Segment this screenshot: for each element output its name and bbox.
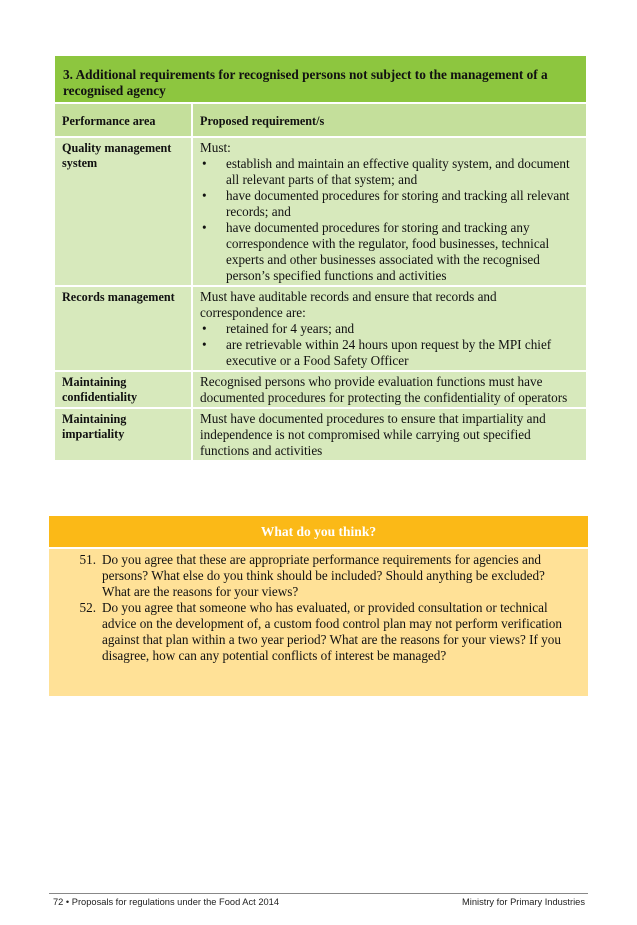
table-row <box>55 409 586 462</box>
bullet-icon: • <box>202 220 207 235</box>
table-row <box>55 287 586 372</box>
bullet-text: retained for 4 years; and <box>226 321 355 336</box>
bullet-icon: • <box>202 321 207 336</box>
performance-area-cell: Quality management system <box>55 138 193 285</box>
bullet-text: are retrievable within 24 hours upon request by the MPI chief executive or a Food Safety Officer <box>226 337 552 368</box>
performance-area-cell: Records management <box>55 287 193 370</box>
requirement-bullet <box>200 321 578 337</box>
requirement-cell <box>193 409 586 460</box>
performance-area-cell: Maintaining confidentiality <box>55 372 193 407</box>
requirement-bullet <box>200 337 578 369</box>
feedback-heading: What do you think? <box>49 516 588 549</box>
requirement-intro: Must have documented procedures to ensure that impartiality and independence is not compromised while carrying out specified functions and activities <box>200 411 546 458</box>
feedback-questions <box>49 549 588 696</box>
bullet-icon: • <box>202 156 207 171</box>
performance-area-cell: Maintaining impartiality <box>55 409 193 460</box>
footer-divider <box>49 893 588 894</box>
requirement-bullet <box>200 220 578 284</box>
requirement-bullet <box>200 156 578 188</box>
table-header-row <box>55 104 586 138</box>
requirement-cell <box>193 372 586 407</box>
header-proposed-requirements: Proposed requirement/s <box>200 114 325 128</box>
question-item <box>49 552 588 600</box>
question-number: 52. <box>79 600 96 615</box>
requirement-intro: Must: <box>200 140 231 155</box>
requirement-intro: Recognised persons who provide evaluation functions must have documented procedures for protecting the confidentiality of operators <box>200 374 568 405</box>
header-performance-area: Performance area <box>55 104 193 136</box>
question-item <box>49 600 588 664</box>
bullet-text: have documented procedures for storing and tracking all relevant records; and <box>226 188 570 219</box>
bullet-icon: • <box>202 188 207 203</box>
requirement-cell <box>193 138 586 285</box>
requirements-table <box>55 56 586 462</box>
requirement-bullet <box>200 188 578 220</box>
requirement-cell <box>193 287 586 370</box>
requirement-intro: Must have auditable records and ensure that records and correspondence are: <box>200 289 497 320</box>
question-number: 51. <box>79 552 96 567</box>
bullet-text: have documented procedures for storing and tracking any correspondence with the regulator, food businesses, technical experts and other businesses associated with the recognised person’s specified functions and activities <box>226 220 550 283</box>
bullet-text: establish and maintain an effective quality system, and document all relevant parts of that system; and <box>226 156 570 187</box>
question-text: Do you agree that someone who has evaluated, or provided consultation or technical advice on the development of, a custom food control plan may not perform verification against that plan within a two year period? What are the reasons for your views? If you disagree, how can any potential conflicts of interest be managed? <box>102 600 562 663</box>
bullet-icon: • <box>202 337 207 352</box>
footer-page-info: 72 • Proposals for regulations under the Food Act 2014 <box>53 897 280 907</box>
table-row <box>55 372 586 409</box>
what-do-you-think-box <box>49 516 588 696</box>
question-text: Do you agree that these are appropriate performance requirements for agencies and persons? What else do you think should be included? Should anything be excluded? What are the reasons for your views? <box>102 552 545 599</box>
table-title: 3. Additional requirements for recognised persons not subject to the management of a recognised agency <box>55 56 586 104</box>
footer-publisher: Ministry for Primary Industries <box>462 897 585 907</box>
table-row <box>55 138 586 287</box>
